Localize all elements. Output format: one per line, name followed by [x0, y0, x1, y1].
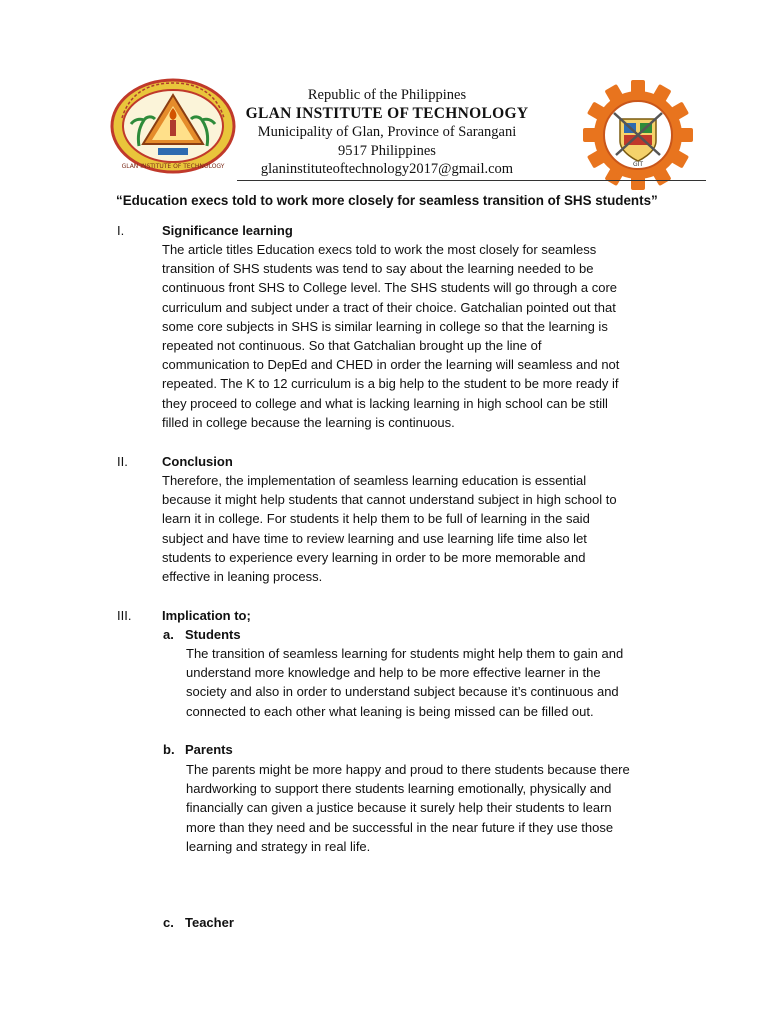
- text-line: The article titles Education execs told to work the most closely for seamless: [162, 242, 597, 257]
- text-line: hardworking to support there students learning emotionally, physically and: [186, 781, 612, 797]
- text-line: subject and have time to review learning and use learning life time also let: [162, 530, 587, 546]
- subsection-marker: a.: [163, 627, 174, 642]
- text-line: connected to each other what leaning is being missed can be filled out.: [186, 703, 594, 719]
- subsection-title: Students: [185, 627, 241, 642]
- text-line: continuous front SHS to College level. The SHS students will go through a core: [162, 280, 618, 296]
- section-3-heading: Implication to;: [162, 608, 251, 623]
- text-line: more than they need and be successful in the near future if they use those: [186, 819, 614, 835]
- emblem-text: GIT: [632, 161, 644, 168]
- section-1-heading: Significance learning: [162, 223, 293, 238]
- text-line: The transition of seamless learning for students might help them to gain and: [186, 646, 624, 661]
- letterhead-republic: Republic of the Philippines: [307, 87, 467, 103]
- section-2-number: II.: [117, 454, 128, 469]
- section-3-number: III.: [117, 608, 132, 623]
- letterhead-postal: 9517 Philippines: [338, 142, 436, 159]
- letterhead-institution-name: GLAN INSTITUTE OF TECHNOLOGY: [245, 104, 529, 122]
- text-line: curriculum and subject under a tract of their choice. Gatchalian pointed out that: [162, 299, 616, 315]
- text-line: they proceed to college and what is lacking learning in high school can be still: [162, 395, 608, 411]
- subsection-students-paragraph: [186, 644, 686, 721]
- letterhead: [240, 86, 534, 179]
- text-line: understand more knowledge and help to be more effective learner in the: [186, 665, 601, 681]
- document-title: “Education execs told to work more closely for seamless transition of SHS students”: [116, 193, 658, 208]
- subsection-title: Parents: [185, 742, 233, 757]
- text-line: some core subjects in SHS is similar learning in college so that the learning is: [162, 318, 608, 334]
- subsection-marker: b.: [163, 742, 175, 757]
- letterhead-email: glaninstituteoftechnology2017@gmail.com: [260, 161, 514, 177]
- text-line: financially can given a justice because it surely help their students to learn: [186, 800, 612, 816]
- subsection-students-label: [163, 627, 241, 642]
- letterhead-municipality: Municipality of Glan, Province of Sarangani: [257, 124, 517, 140]
- text-line: repeated not continuous. So that Gatchalian brought up the line of: [162, 338, 542, 354]
- text-line: learn it in college. For students it help them to be full of learning in the said: [162, 511, 590, 527]
- subsection-title: Teacher: [185, 915, 234, 930]
- subsection-parents-label: [163, 742, 233, 757]
- text-line: effective in leaning process.: [162, 569, 323, 585]
- subsection-marker: c.: [163, 915, 174, 930]
- text-line: because it might help students that cannot understand subject in high school to: [162, 492, 617, 508]
- section-2-paragraph: [162, 471, 682, 586]
- subsection-teacher-label: [163, 915, 234, 930]
- text-line: repeated. The K to 12 curriculum is a big help to the student to be more ready if: [162, 376, 619, 392]
- text-line: transition of SHS students was tend to say about the learning needed to be: [162, 261, 594, 277]
- section-2-heading: Conclusion: [162, 454, 233, 469]
- gear-emblem-logo: [573, 80, 703, 190]
- text-line: society and also in order to understand subject because it’s continuous and: [186, 684, 619, 700]
- text-line: The parents might be more happy and proud to there students because there: [186, 762, 630, 777]
- section-1-number: I.: [117, 223, 125, 238]
- subsection-parents-paragraph: [186, 760, 686, 856]
- text-line: communication to DepEd and CHED in order the learning will seamless and not: [162, 357, 620, 373]
- school-seal-logo: [110, 78, 236, 174]
- text-line: learning and strategy in real life.: [186, 838, 371, 854]
- section-1-paragraph: [162, 240, 682, 432]
- text-line: filled in college because the learning is continuous.: [162, 414, 455, 430]
- seal-ring-text: GLAN INSTITUTE OF TECHNOLOGY: [121, 163, 225, 170]
- text-line: Therefore, the implementation of seamless learning education is essential: [162, 473, 587, 488]
- text-line: students to experience every learning in order to be more memorable and: [162, 549, 586, 565]
- letterhead-divider: [237, 180, 706, 181]
